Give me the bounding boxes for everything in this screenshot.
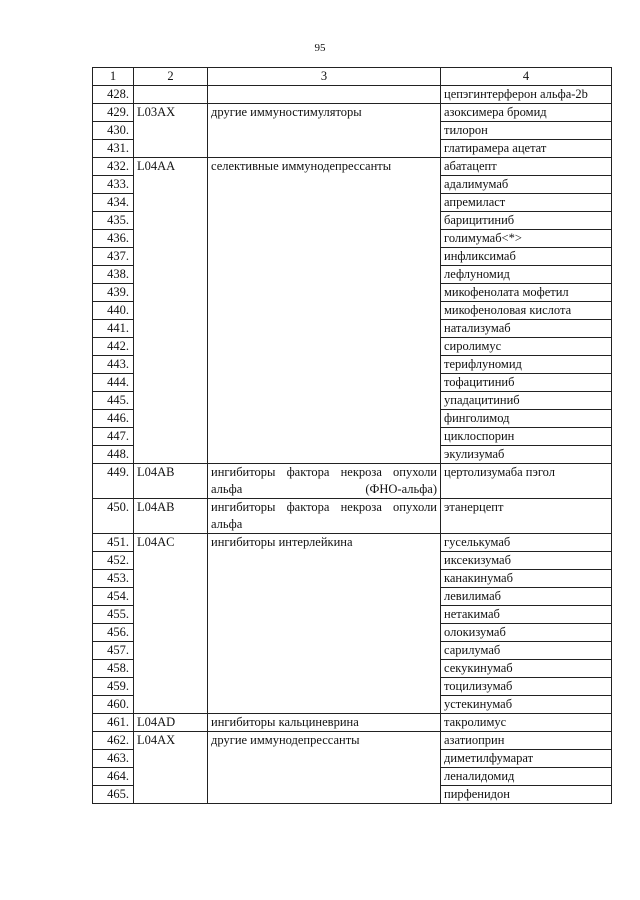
group-name-cell bbox=[208, 194, 441, 212]
drug-name-cell: тилорон bbox=[441, 122, 612, 140]
atc-code-cell: L03AX bbox=[134, 104, 208, 122]
atc-code-cell bbox=[134, 86, 208, 104]
group-name-cell bbox=[208, 86, 441, 104]
group-name-cell: селективные иммунодепрессанты bbox=[208, 158, 441, 176]
group-name-cell bbox=[208, 410, 441, 428]
group-name-cell bbox=[208, 552, 441, 570]
column-header-2: 2 bbox=[134, 68, 208, 86]
row-number-cell: 455. bbox=[93, 606, 134, 624]
row-number-cell: 463. bbox=[93, 750, 134, 768]
group-name-cell bbox=[208, 284, 441, 302]
group-name-cell bbox=[208, 302, 441, 320]
table-row bbox=[93, 750, 612, 768]
drug-name-cell: глатирамера ацетат bbox=[441, 140, 612, 158]
group-name-cell bbox=[208, 588, 441, 606]
drug-name-cell: цертолизумаба пэгол bbox=[441, 464, 612, 499]
row-number-cell: 461. bbox=[93, 714, 134, 732]
group-name-cell: ингибиторы кальциневрина bbox=[208, 714, 441, 732]
atc-code-cell bbox=[134, 122, 208, 140]
atc-code-cell bbox=[134, 552, 208, 570]
table-row bbox=[93, 248, 612, 266]
atc-code-cell bbox=[134, 786, 208, 804]
row-number-cell: 460. bbox=[93, 696, 134, 714]
table-row bbox=[93, 660, 612, 678]
row-number-cell: 428. bbox=[93, 86, 134, 104]
drug-name-cell: канакинумаб bbox=[441, 570, 612, 588]
atc-code-cell bbox=[134, 302, 208, 320]
atc-code-cell bbox=[134, 446, 208, 464]
group-name-cell bbox=[208, 660, 441, 678]
table-row bbox=[93, 552, 612, 570]
group-name-cell: другие иммуностимуляторы bbox=[208, 104, 441, 122]
column-header-1: 1 bbox=[93, 68, 134, 86]
table-row bbox=[93, 446, 612, 464]
table-row bbox=[93, 768, 612, 786]
table-row bbox=[93, 392, 612, 410]
atc-code-cell bbox=[134, 392, 208, 410]
atc-code-cell bbox=[134, 410, 208, 428]
atc-code-cell bbox=[134, 176, 208, 194]
atc-code-cell bbox=[134, 356, 208, 374]
row-number-cell: 437. bbox=[93, 248, 134, 266]
drug-name-cell: упадацитиниб bbox=[441, 392, 612, 410]
table-row bbox=[93, 86, 612, 104]
table-row bbox=[93, 356, 612, 374]
row-number-cell: 464. bbox=[93, 768, 134, 786]
drug-name-cell: этанерцепт bbox=[441, 499, 612, 534]
table-row bbox=[93, 606, 612, 624]
table-row bbox=[93, 338, 612, 356]
group-name-cell bbox=[208, 606, 441, 624]
drug-name-cell: барицитиниб bbox=[441, 212, 612, 230]
atc-code-cell bbox=[134, 140, 208, 158]
table-row bbox=[93, 140, 612, 158]
row-number-cell: 447. bbox=[93, 428, 134, 446]
row-number-cell: 448. bbox=[93, 446, 134, 464]
row-number-cell: 453. bbox=[93, 570, 134, 588]
group-name-cell bbox=[208, 624, 441, 642]
atc-code-cell: L04AB bbox=[134, 499, 208, 534]
table-row bbox=[93, 104, 612, 122]
drug-name-cell: голимумаб<*> bbox=[441, 230, 612, 248]
drug-name-cell: нетакимаб bbox=[441, 606, 612, 624]
drug-name-cell: пирфенидон bbox=[441, 786, 612, 804]
atc-code-cell bbox=[134, 194, 208, 212]
atc-code-cell bbox=[134, 588, 208, 606]
drug-name-cell: цепэгинтерферон альфа-2b bbox=[441, 86, 612, 104]
table-row bbox=[93, 176, 612, 194]
row-number-cell: 429. bbox=[93, 104, 134, 122]
drug-name-cell: тофацитиниб bbox=[441, 374, 612, 392]
atc-code-cell bbox=[134, 230, 208, 248]
drug-name-cell: азоксимера бромид bbox=[441, 104, 612, 122]
atc-code-cell: L04AC bbox=[134, 534, 208, 552]
group-name-cell: ингибиторы фактора некроза опухоли альфа bbox=[208, 499, 441, 534]
row-number-cell: 449. bbox=[93, 464, 134, 499]
row-number-cell: 440. bbox=[93, 302, 134, 320]
group-name-cell bbox=[208, 446, 441, 464]
table-row bbox=[93, 588, 612, 606]
group-name-cell bbox=[208, 374, 441, 392]
group-name-cell bbox=[208, 140, 441, 158]
table-row bbox=[93, 284, 612, 302]
group-name-cell bbox=[208, 338, 441, 356]
atc-code-cell bbox=[134, 768, 208, 786]
table-row bbox=[93, 212, 612, 230]
row-number-cell: 459. bbox=[93, 678, 134, 696]
table-row bbox=[93, 732, 612, 750]
row-number-cell: 430. bbox=[93, 122, 134, 140]
atc-code-cell bbox=[134, 642, 208, 660]
header-row bbox=[93, 68, 612, 86]
atc-code-cell bbox=[134, 338, 208, 356]
row-number-cell: 452. bbox=[93, 552, 134, 570]
atc-code-cell bbox=[134, 248, 208, 266]
group-name-cell: ингибиторы интерлейкина bbox=[208, 534, 441, 552]
drug-name-cell: сиролимус bbox=[441, 338, 612, 356]
drug-name-cell: секукинумаб bbox=[441, 660, 612, 678]
row-number-cell: 450. bbox=[93, 499, 134, 534]
table-row bbox=[93, 230, 612, 248]
row-number-cell: 451. bbox=[93, 534, 134, 552]
drug-name-cell: адалимумаб bbox=[441, 176, 612, 194]
group-name-cell bbox=[208, 248, 441, 266]
row-number-cell: 454. bbox=[93, 588, 134, 606]
row-number-cell: 433. bbox=[93, 176, 134, 194]
drug-name-cell: экулизумаб bbox=[441, 446, 612, 464]
table-row bbox=[93, 570, 612, 588]
drug-name-cell: олокизумаб bbox=[441, 624, 612, 642]
drug-name-cell: леналидомид bbox=[441, 768, 612, 786]
row-number-cell: 444. bbox=[93, 374, 134, 392]
group-name-cell bbox=[208, 320, 441, 338]
table-row bbox=[93, 410, 612, 428]
row-number-cell: 446. bbox=[93, 410, 134, 428]
row-number-cell: 431. bbox=[93, 140, 134, 158]
group-name-cell bbox=[208, 212, 441, 230]
drug-name-cell: устекинумаб bbox=[441, 696, 612, 714]
page-number: 95 bbox=[314, 42, 326, 54]
group-name-cell bbox=[208, 768, 441, 786]
group-name-cell bbox=[208, 266, 441, 284]
row-number-cell: 458. bbox=[93, 660, 134, 678]
drug-name-cell: гуселькумаб bbox=[441, 534, 612, 552]
atc-code-cell bbox=[134, 320, 208, 338]
atc-code-cell bbox=[134, 660, 208, 678]
table-row bbox=[93, 158, 612, 176]
atc-code-cell bbox=[134, 428, 208, 446]
table-row bbox=[93, 266, 612, 284]
group-name-cell bbox=[208, 428, 441, 446]
drug-name-cell: микофеноловая кислота bbox=[441, 302, 612, 320]
drug-name-cell: инфликсимаб bbox=[441, 248, 612, 266]
atc-code-cell bbox=[134, 750, 208, 768]
atc-code-cell bbox=[134, 678, 208, 696]
group-name-cell bbox=[208, 750, 441, 768]
group-name-cell bbox=[208, 696, 441, 714]
table-row bbox=[93, 320, 612, 338]
table-row bbox=[93, 499, 612, 534]
drug-table bbox=[92, 67, 612, 804]
drug-name-cell: апремиласт bbox=[441, 194, 612, 212]
row-number-cell: 438. bbox=[93, 266, 134, 284]
table-row bbox=[93, 642, 612, 660]
drug-name-cell: натализумаб bbox=[441, 320, 612, 338]
atc-code-cell: L04AD bbox=[134, 714, 208, 732]
row-number-cell: 434. bbox=[93, 194, 134, 212]
atc-code-cell bbox=[134, 284, 208, 302]
table-row bbox=[93, 786, 612, 804]
group-name-cell bbox=[208, 176, 441, 194]
atc-code-cell: L04AA bbox=[134, 158, 208, 176]
row-number-cell: 457. bbox=[93, 642, 134, 660]
drug-name-cell: циклоспорин bbox=[441, 428, 612, 446]
row-number-cell: 441. bbox=[93, 320, 134, 338]
atc-code-cell bbox=[134, 696, 208, 714]
table-row bbox=[93, 302, 612, 320]
drug-name-cell: азатиоприн bbox=[441, 732, 612, 750]
drug-name-cell: финголимод bbox=[441, 410, 612, 428]
group-name-cell: другие иммунодепрессанты bbox=[208, 732, 441, 750]
row-number-cell: 465. bbox=[93, 786, 134, 804]
drug-name-cell: микофенолата мофетил bbox=[441, 284, 612, 302]
table-row bbox=[93, 464, 612, 499]
table-row bbox=[93, 428, 612, 446]
group-name-cell bbox=[208, 786, 441, 804]
column-header-3: 3 bbox=[208, 68, 441, 86]
atc-code-cell bbox=[134, 606, 208, 624]
group-name-cell bbox=[208, 642, 441, 660]
table-row bbox=[93, 374, 612, 392]
row-number-cell: 443. bbox=[93, 356, 134, 374]
group-name-cell bbox=[208, 356, 441, 374]
drug-name-cell: терифлуномид bbox=[441, 356, 612, 374]
atc-code-cell: L04AX bbox=[134, 732, 208, 750]
group-name-cell: ингибиторы фактора некроза опухоли альфа (ФНО-альфа) bbox=[208, 464, 441, 499]
drug-name-cell: диметилфумарат bbox=[441, 750, 612, 768]
group-name-cell bbox=[208, 678, 441, 696]
table-row bbox=[93, 194, 612, 212]
atc-code-cell: L04AB bbox=[134, 464, 208, 499]
drug-name-cell: иксекизумаб bbox=[441, 552, 612, 570]
atc-code-cell bbox=[134, 374, 208, 392]
row-number-cell: 462. bbox=[93, 732, 134, 750]
row-number-cell: 436. bbox=[93, 230, 134, 248]
row-number-cell: 445. bbox=[93, 392, 134, 410]
table-row bbox=[93, 696, 612, 714]
table-row bbox=[93, 534, 612, 552]
atc-code-cell bbox=[134, 266, 208, 284]
atc-code-cell bbox=[134, 624, 208, 642]
table-row bbox=[93, 624, 612, 642]
table-row bbox=[93, 678, 612, 696]
row-number-cell: 439. bbox=[93, 284, 134, 302]
group-name-cell bbox=[208, 230, 441, 248]
drug-name-cell: абатацепт bbox=[441, 158, 612, 176]
row-number-cell: 456. bbox=[93, 624, 134, 642]
table-row bbox=[93, 714, 612, 732]
table-body bbox=[93, 86, 612, 804]
row-number-cell: 432. bbox=[93, 158, 134, 176]
group-name-cell bbox=[208, 570, 441, 588]
drug-name-cell: левилимаб bbox=[441, 588, 612, 606]
row-number-cell: 442. bbox=[93, 338, 134, 356]
table-row bbox=[93, 122, 612, 140]
group-name-cell bbox=[208, 392, 441, 410]
atc-code-cell bbox=[134, 570, 208, 588]
column-header-4: 4 bbox=[441, 68, 612, 86]
row-number-cell: 435. bbox=[93, 212, 134, 230]
drug-name-cell: тоцилизумаб bbox=[441, 678, 612, 696]
atc-code-cell bbox=[134, 212, 208, 230]
group-name-cell bbox=[208, 122, 441, 140]
drug-name-cell: сарилумаб bbox=[441, 642, 612, 660]
drug-name-cell: такролимус bbox=[441, 714, 612, 732]
drug-name-cell: лефлуномид bbox=[441, 266, 612, 284]
